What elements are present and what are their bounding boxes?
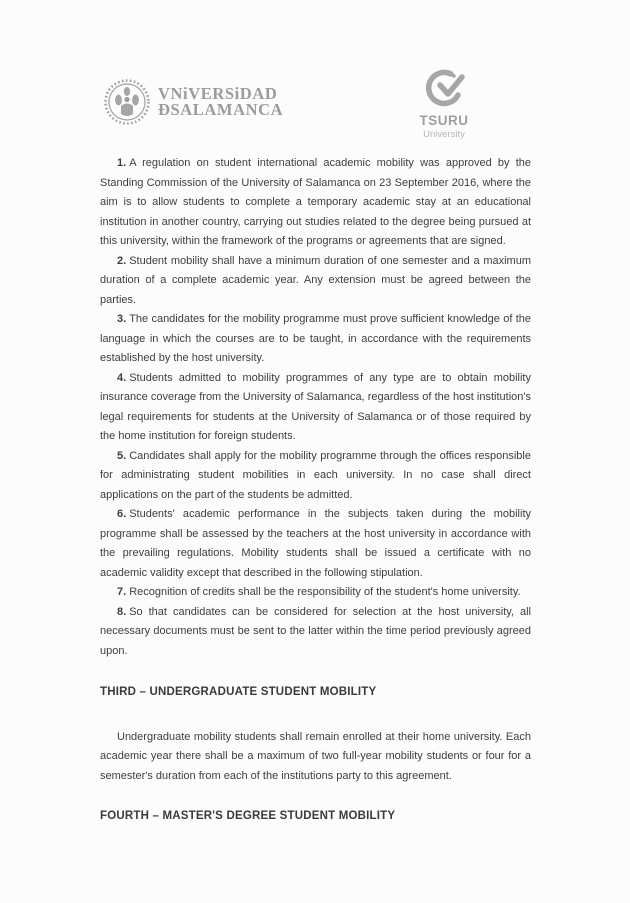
clause-6-number: 6. — [117, 508, 127, 520]
clause-7 — [100, 583, 531, 603]
header-logos — [0, 0, 630, 150]
heading-fourth-masters-mobility: FOURTH – MASTER'S DEGREE STUDENT MOBILITY — [100, 810, 396, 822]
heading-third-undergraduate-mobility: THIRD – UNDERGRADUATE STUDENT MOBILITY — [100, 686, 377, 698]
clause-7-number: 7. — [117, 586, 127, 598]
clause-5-text: Candidates shall apply for the mobility programme through the offices responsible for administrating student mobilities in each university. In no case shall direct applications on the part of the students be admitted. — [100, 449, 531, 501]
clause-5 — [100, 447, 531, 506]
clause-8-number: 8. — [117, 605, 127, 618]
clause-8-text: So that candidates can be considered for selection at the host university, all necessary documents must be sent to the latter within the time period previously agreed upon. — [100, 605, 531, 657]
clause-2-text: Student mobility shall have a minimum duration of one semester and a maximum duration of a complete academic year. Any extension must be agreed between the parties. — [100, 254, 531, 306]
tsuru-logo — [412, 68, 476, 140]
salamanca-wordmark-line1: VNiVERSiDAD — [158, 84, 278, 103]
clause-1 — [100, 154, 531, 252]
document-body — [100, 154, 531, 827]
salamanca-logo — [103, 76, 283, 128]
clause-3-text: The candidates for the mobility programme must prove sufficient knowledge of the language in which the courses are to be taught, in accordance with the requirements established by the host university. — [100, 313, 531, 364]
clause-7-text: Recognition of credits shall be the responsibility of the student's home university. — [129, 586, 521, 598]
tsuru-subtitle: University — [423, 129, 465, 140]
salamanca-seal-icon — [103, 76, 151, 128]
clause-8 — [100, 603, 531, 662]
clause-4 — [100, 369, 531, 447]
tsuru-name: TSURU — [419, 113, 469, 128]
clause-2-number: 2. — [117, 254, 127, 267]
clause-6-text: Students' academic performance in the subjects taken during the mobility programme shall be assessed by the teachers at the host university in accordance with the prevailing regulations. Mobility students shall be issued a certificate with no academic validity except that described in the following stipulation. — [100, 508, 531, 579]
clause-4-text: Students admitted to mobility programmes of any type are to obtain mobility insurance coverage from the University of Salamanca, regardless of the host institution's legal requirements for students at the University of Salamanca or of those required by the home institution for foreign students. — [100, 371, 531, 442]
clause-3-number: 3. — [117, 313, 127, 325]
salamanca-wordmark-line2: ÐSALAMANCA — [158, 100, 284, 119]
clause-1-text: A regulation on student international academic mobility was approved by the Standing Commission of the University of Salamanca on 23 September 2016, where the aim is to allow students to complete a temporary academic stay at an educational institution in another country, carrying out studies related to the degree being pursued at this university, within the framework of the programs or agreements that are signed. — [100, 157, 531, 247]
clause-6 — [100, 505, 531, 583]
third-section-paragraph: Undergraduate mobility students shall remain enrolled at their home university. Each academic year there shall be a maximum of two full-year mobility students or four for a semester's duration from each of the institutions party to this agreement. — [100, 730, 531, 782]
clause-5-number: 5. — [117, 449, 127, 462]
tsuru-crane-emblem-icon — [422, 68, 466, 112]
clause-2 — [100, 252, 531, 311]
salamanca-wordmark — [158, 86, 283, 118]
clause-3 — [100, 310, 531, 369]
clause-4-number: 4. — [117, 371, 127, 384]
clause-1-number: 1. — [117, 157, 127, 169]
